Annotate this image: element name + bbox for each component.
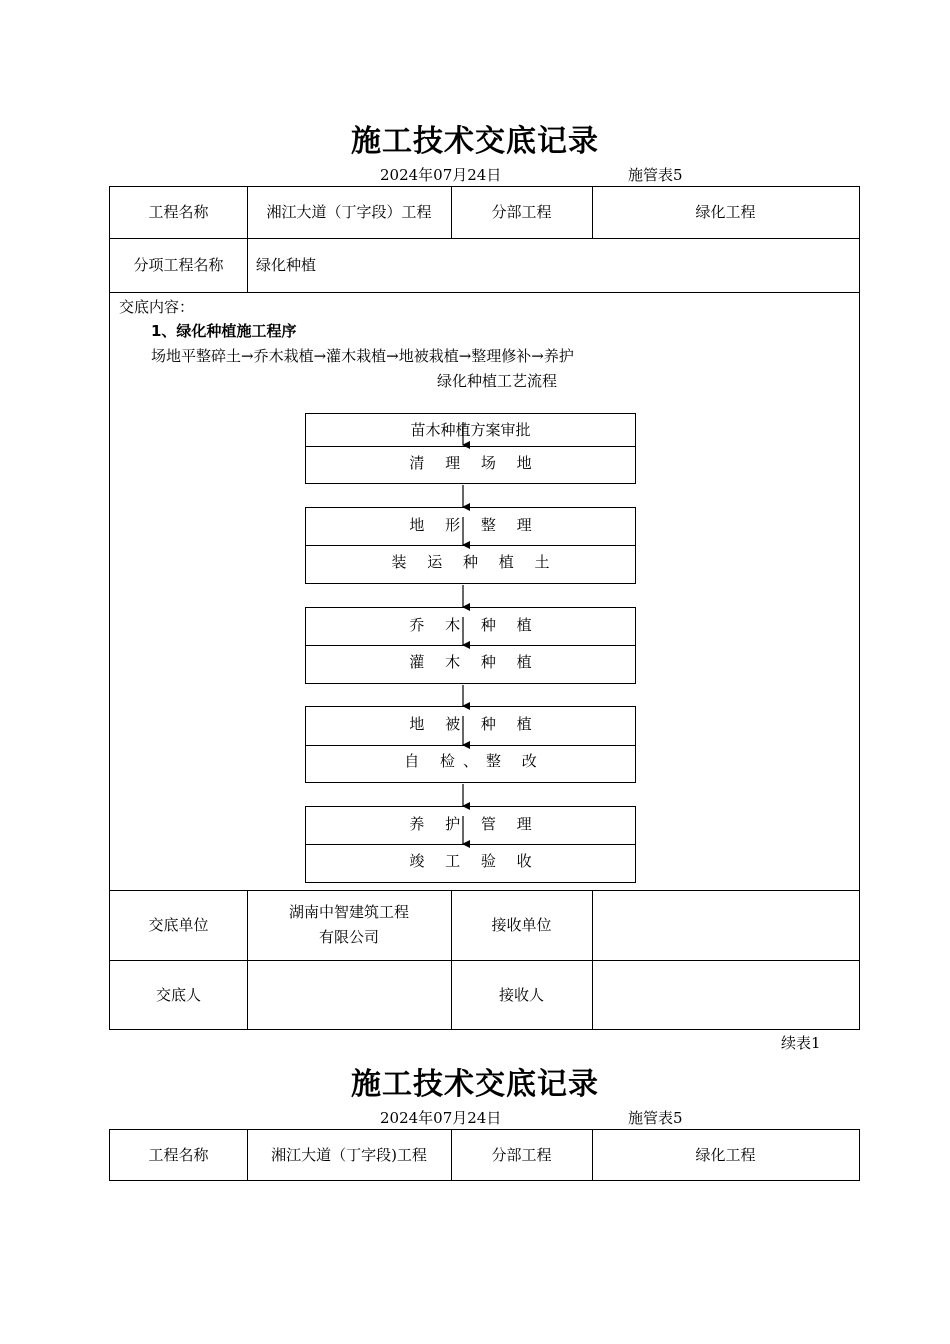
continued-label: 续表1 xyxy=(781,1034,821,1052)
division-label: 分部工程 xyxy=(491,1145,552,1164)
flow-step: 苗木种植方案审批 xyxy=(410,421,531,439)
receiver-unit-label: 接收单位 xyxy=(491,915,552,934)
record-table-2 xyxy=(109,1129,860,1181)
flow-step: 地 形 整 理 xyxy=(409,516,540,534)
project-name-value: 湘江大道（丁字段)工程 xyxy=(271,1145,427,1164)
issuer-unit-label: 交底单位 xyxy=(148,915,209,934)
flow-step: 乔 木 种 植 xyxy=(409,616,540,634)
form-number-2: 施管表5 xyxy=(628,1109,683,1127)
issuer-unit-value-line1: 湖南中智建筑工程 xyxy=(288,903,409,921)
record-date-2: 2024年07月24日 xyxy=(380,1109,502,1127)
record-date: 2024年07月24日 xyxy=(380,166,502,184)
subitem-label: 分项工程名称 xyxy=(133,255,224,274)
page-title: 施工技术交底记录 xyxy=(351,124,599,159)
division-label: 分部工程 xyxy=(491,203,552,221)
procedure-sequence: 场地平整碎土→乔木栽植→灌木栽植→地被栽植→整理修补→养护 xyxy=(151,347,574,365)
flow-step: 竣 工 验 收 xyxy=(409,852,540,870)
project-name-value: 湘江大道（丁字段）工程 xyxy=(266,203,432,221)
flow-step: 灌 木 种 植 xyxy=(409,653,540,671)
issuer-person-label: 交底人 xyxy=(155,985,201,1004)
flow-step: 装 运 种 植 土 xyxy=(391,553,558,571)
receiver-person-label: 接收人 xyxy=(498,985,544,1004)
flow-step: 清 理 场 地 xyxy=(409,454,540,472)
subitem-value: 绿化种植 xyxy=(256,255,317,274)
issuer-unit-value-line2: 有限公司 xyxy=(318,928,379,946)
form-number: 施管表5 xyxy=(628,166,683,184)
section-heading: 1、绿化种植施工程序 xyxy=(151,322,297,340)
flow-step: 养 护 管 理 xyxy=(409,815,540,833)
flowchart-title: 绿化种植工艺流程 xyxy=(437,372,558,390)
page-title-2: 施工技术交底记录 xyxy=(351,1067,599,1102)
division-value: 绿化工程 xyxy=(695,203,756,221)
content-label: 交底内容： xyxy=(119,298,195,316)
flow-step: 地 被 种 植 xyxy=(409,715,540,733)
project-name-label: 工程名称 xyxy=(148,1145,209,1164)
division-value: 绿化工程 xyxy=(695,1145,756,1164)
flow-step: 自 检、整 改 xyxy=(404,752,545,770)
project-name-label: 工程名称 xyxy=(148,203,209,221)
